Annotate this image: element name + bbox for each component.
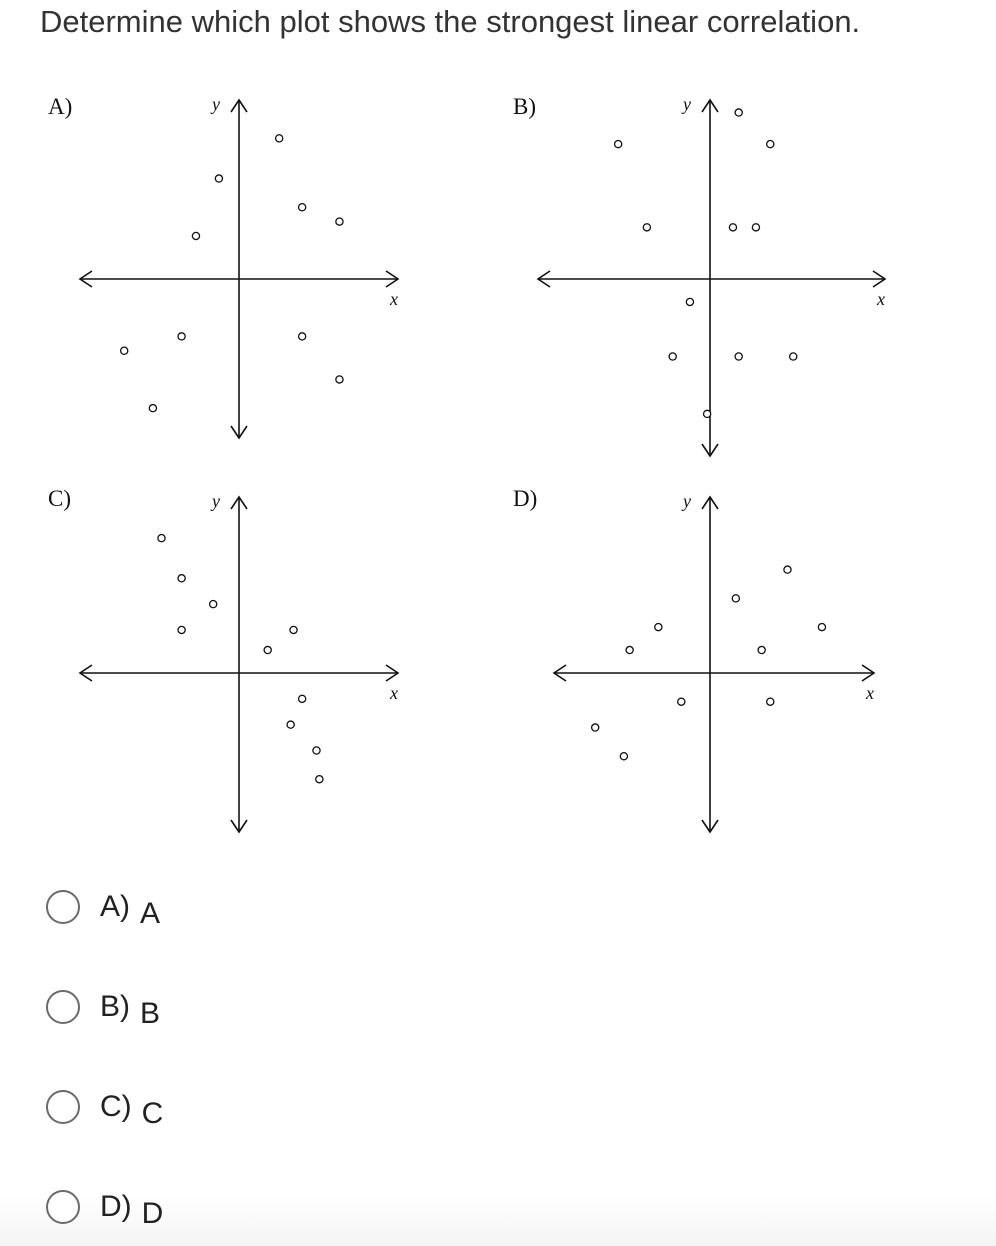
option-text: B (140, 997, 161, 1030)
option-letter: C) (100, 1090, 132, 1123)
data-point (767, 698, 774, 705)
radio-button[interactable] (46, 990, 80, 1024)
data-point (678, 698, 685, 705)
plot-label: A) (48, 94, 73, 119)
answer-option-a[interactable] (46, 887, 161, 930)
x-axis-label: x (866, 683, 874, 703)
radio-button[interactable] (46, 1090, 80, 1124)
data-point (626, 646, 633, 653)
data-point (732, 595, 739, 602)
data-point (592, 724, 599, 731)
data-point (655, 623, 662, 630)
plot-label: D) (513, 486, 538, 511)
plot-label: B) (513, 94, 536, 119)
plot-label: C) (48, 486, 71, 511)
data-point (758, 646, 765, 653)
data-point (784, 566, 791, 573)
radio-button[interactable] (46, 890, 80, 924)
y-axis-label: y (683, 94, 691, 114)
answer-option-b[interactable] (46, 987, 161, 1030)
x-axis-label: x (877, 289, 885, 309)
y-axis-label: y (212, 491, 220, 511)
data-point (818, 623, 825, 630)
option-text: A (140, 897, 161, 930)
data-point (620, 753, 627, 760)
option-letter: A) (100, 890, 130, 923)
x-axis-label: x (390, 289, 398, 309)
option-text: C (141, 1097, 164, 1130)
answer-option-d[interactable] (46, 1187, 164, 1230)
radio-button[interactable] (46, 1190, 80, 1224)
option-letter: D) (100, 1190, 132, 1223)
option-text: D (141, 1197, 164, 1230)
y-axis-label: y (212, 94, 220, 114)
answer-option-c[interactable] (46, 1087, 164, 1130)
y-axis-label: y (683, 491, 691, 511)
option-letter: B) (100, 990, 130, 1023)
question-text: Determine which plot shows the strongest linear correlation. (40, 4, 861, 39)
x-axis-label: x (390, 683, 398, 703)
